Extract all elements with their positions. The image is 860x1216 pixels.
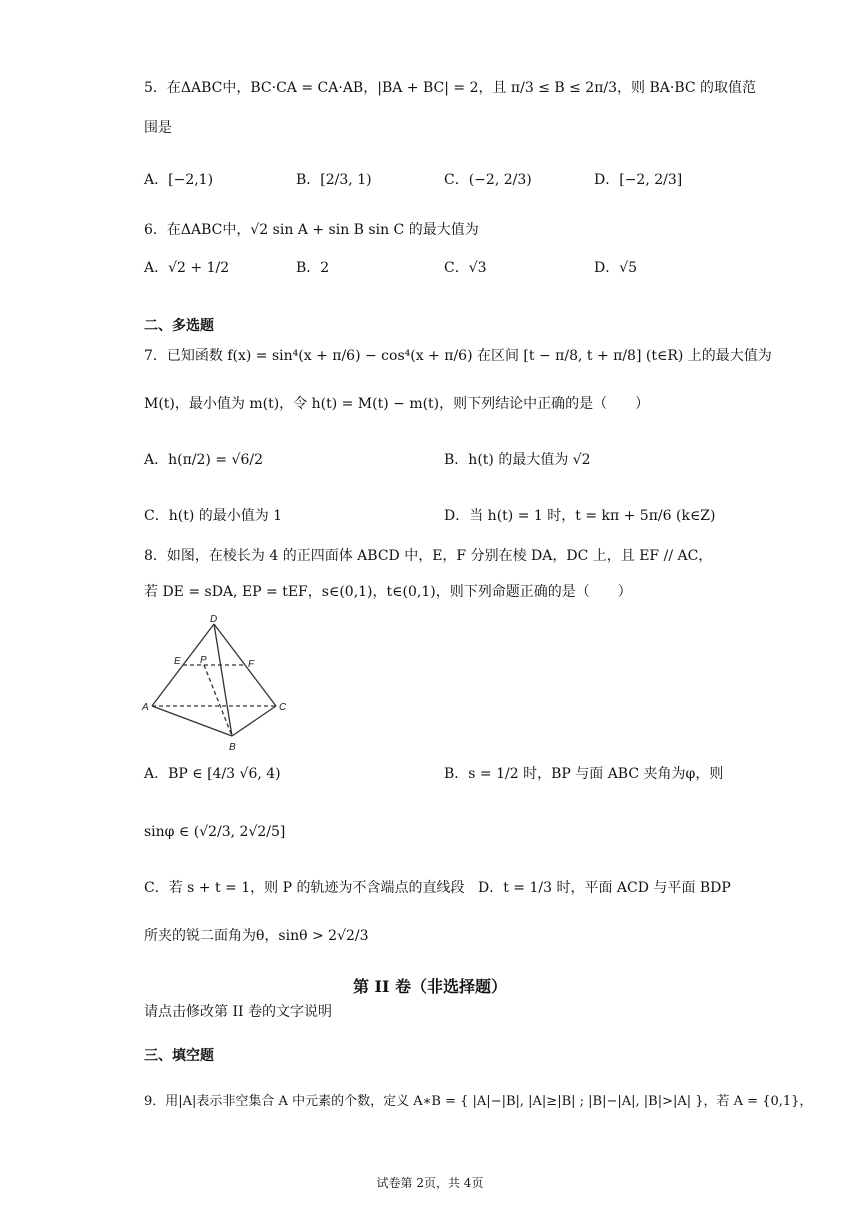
tetrahedron-figure xyxy=(140,612,300,756)
part2-note[interactable]: 请点击修改第 II 卷的文字说明 xyxy=(144,1004,332,1020)
q6-stem: 6．在ΔABC中，√2 sin A + sin B sin C 的最大值为 xyxy=(144,222,479,238)
label-f: F xyxy=(248,659,255,670)
q7-option-a: A．h(π/2) = √6/2 xyxy=(144,452,263,468)
part2-title: 第 II 卷（非选择题） xyxy=(352,977,508,996)
q8-stem: 8．如图，在棱长为 4 的正四面体 ABCD 中，E，F 分别在棱 DA，DC 上，且 EF // AC， xyxy=(144,548,713,564)
q5-option-d: D．[−2, 2/3] xyxy=(594,172,683,188)
q8-option-d: D．t = 1/3 时，平面 ACD 与平面 BDP xyxy=(478,880,731,896)
label-e: E xyxy=(174,656,181,667)
q5-stem-cont: 围是 xyxy=(144,120,172,136)
q6-option-a: A．√2 + 1/2 xyxy=(144,260,230,276)
q8-option-b: B．s = 1/2 时，BP 与面 ABC 夹角为φ，则 xyxy=(444,766,724,782)
segment-pb xyxy=(204,665,232,736)
edge-db xyxy=(214,624,232,736)
section-heading-multiple-choice: 二、多选题 xyxy=(144,318,214,334)
q7-option-c: C．h(t) 的最小值为 1 xyxy=(144,508,283,524)
q5-option-a: A．[−2,1) xyxy=(144,172,214,188)
q5-option-b: B．[2/3, 1) xyxy=(296,172,372,188)
section-heading-fill-in: 三、填空题 xyxy=(144,1048,214,1064)
q8-option-b-cont: sinφ ∈ (√2/3, 2√2/5] xyxy=(144,824,286,840)
label-c: C xyxy=(279,702,287,713)
q7-stem-cont: M(t)，最小值为 m(t)，令 h(t) = M(t) − m(t)，则下列结论中正确的是（ ） xyxy=(144,396,650,412)
q8-option-d-cont: 所夹的锐二面角为θ，sinθ > 2√2/3 xyxy=(144,928,369,944)
edge-ab xyxy=(152,706,232,736)
edge-dc xyxy=(214,624,276,706)
page-footer: 试卷第 2页，共 4页 xyxy=(376,1176,484,1190)
label-p: P xyxy=(200,655,207,666)
q6-option-c: C．√3 xyxy=(444,260,487,276)
q8-stem-cont: 若 DE = sDA, EP = tEF，s∈(0,1)，t∈(0,1)，则下列命题正确的是（ ） xyxy=(144,584,632,600)
q8-option-c: C．若 s + t = 1，则 P 的轨迹为不含端点的直线段 xyxy=(144,880,465,896)
q7-option-b: B．h(t) 的最大值为 √2 xyxy=(444,452,591,468)
q6-option-d: D．√5 xyxy=(594,260,638,276)
q7-option-d: D．当 h(t) = 1 时，t = kπ + 5π/6 (k∈Z) xyxy=(444,508,716,524)
q9-stem: 9．用|A|表示非空集合 A 中元素的个数，定义 A∗B = { |A|−|B|, |A|≥|B| ; |B|−|A|, |B|>|A| }，若 A = {0,1}， xyxy=(144,1094,813,1109)
q5-option-c: C．(−2, 2/3) xyxy=(444,172,532,188)
q7-stem: 7．已知函数 f(x) = sin⁴(x + π/6) − cos⁴(x + π/6) 在区间 [t − π/8, t + π/8] (t∈R) 上的最大值为 xyxy=(144,348,772,364)
edge-bc xyxy=(232,706,276,736)
label-b: B xyxy=(229,742,236,753)
q6-option-b: B．2 xyxy=(296,260,330,276)
q5-stem: 5．在ΔABC中，BC·CA = CA·AB，|BA + BC| = 2，且 π/3 ≤ B ≤ 2π/3，则 BA·BC 的取值范 xyxy=(144,80,757,96)
label-a: A xyxy=(142,702,149,713)
label-d: D xyxy=(210,614,218,625)
q8-option-a: A．BP ∈ [4/3 √6, 4) xyxy=(144,766,281,782)
